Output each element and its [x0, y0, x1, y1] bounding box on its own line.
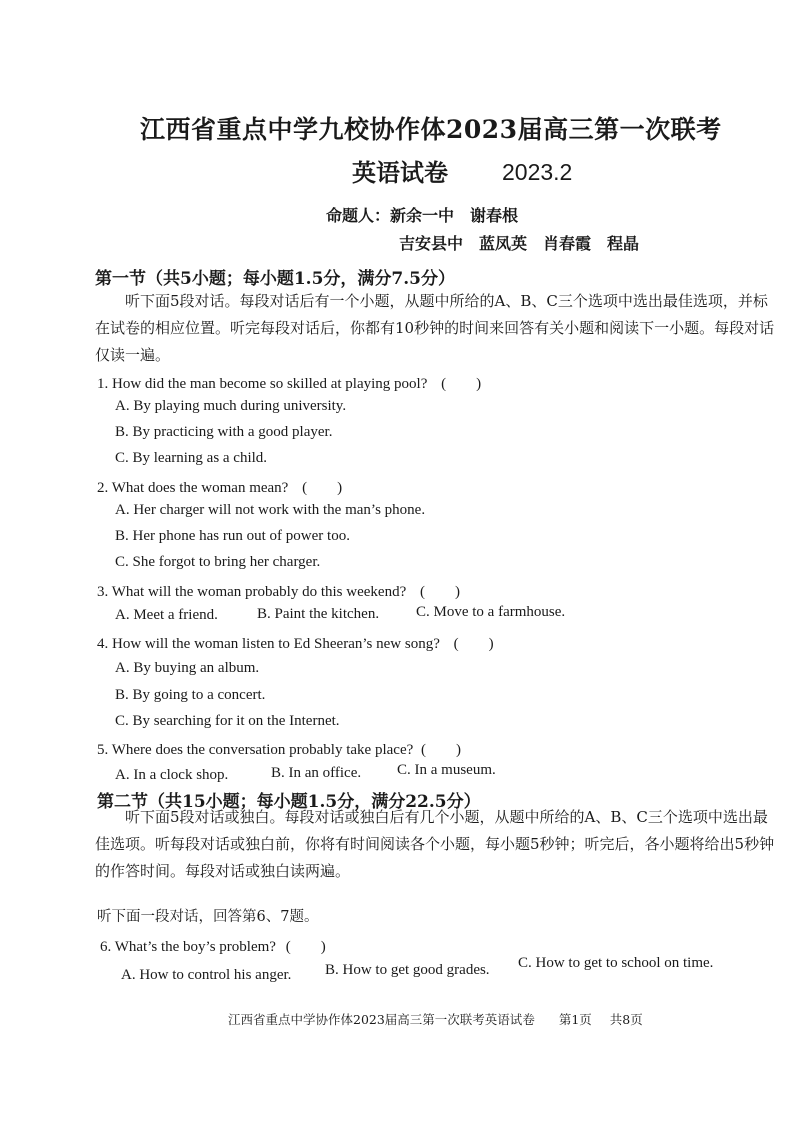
exam-date: 2023.2	[502, 159, 573, 185]
question-4-option-c: C. By searching for it on the Internet.	[115, 713, 340, 729]
question-1-option-c: C. By learning as a child.	[115, 450, 268, 466]
question-stem: 6. What’s the boy’s problem?	[100, 939, 276, 955]
question-6-option-c: C. How to get to school on time.	[518, 955, 714, 971]
question-stem: 4. How will the woman listen to Ed Sheeran’s new song?	[97, 636, 440, 652]
answer-bracket[interactable]: ( )	[302, 480, 343, 496]
section-1-heading: 第一节（共5小题；每小题1.5分，满分7.5分）	[95, 269, 455, 289]
question-6-option-a: A. How to control his anger.	[121, 967, 292, 983]
answer-bracket[interactable]: ( )	[453, 636, 494, 652]
question-1-option-a: A. By playing much during university.	[115, 398, 347, 414]
question-5-option-c: C. In a museum.	[397, 762, 496, 778]
question-3-option-c: C. Move to a farmhouse.	[416, 604, 566, 620]
question-6	[100, 935, 326, 956]
question-3-option-a: A. Meet a friend.	[115, 607, 218, 623]
answer-bracket[interactable]: ( )	[285, 939, 326, 955]
question-6-option-b: B. How to get good grades.	[325, 962, 490, 978]
answer-bracket[interactable]: ( )	[441, 376, 482, 392]
authors-line-1: 命题人：新余一中 谢春根	[326, 206, 519, 225]
section-2-instruction: 听下面5段对话或独白。每段对话或独白后有几个小题，从题中所给的A、B、C三个选项中选出最佳选项。听每段对话或独白前，你将有时间阅读各个小题，每小题5秒钟；听完后，各小题将给出5秒钟的作答时间。每段对话或独白读两遍。	[95, 808, 775, 880]
question-stem: 2. What does the woman mean?	[97, 480, 289, 496]
listen-prompt: 听下面一段对话，回答第6、7题。	[97, 909, 319, 925]
question-5-option-a: A. In a clock shop.	[115, 767, 229, 783]
exam-subtitle: 英语试卷	[352, 158, 448, 187]
question-3	[97, 580, 460, 601]
question-stem: 1. How did the man become so skilled at playing pool?	[97, 376, 428, 392]
page-footer	[228, 1010, 643, 1028]
question-1	[97, 372, 481, 393]
authors-line-2: 吉安县中 蓝凤英 肖春霞 程晶	[399, 234, 640, 253]
answer-bracket[interactable]: ( )	[420, 584, 460, 600]
question-2-option-b: B. Her phone has run out of power too.	[115, 528, 350, 544]
section-1-instruction: 听下面5段对话。每段对话后有一个小题，从题中所给的A、B、C三个选项中选出最佳选项，并标在试卷的相应位置。听完每段对话后，你都有10秒钟的时间来回答有关小题和阅读下一小题。每段对话仅读一遍。	[95, 292, 775, 364]
section-2-heading: 第二节（共15小题；每小题1.5分，满分22.5分）	[97, 792, 481, 812]
footer-title: 江西省重点中学协作体2023届高三第一次联考英语试卷	[228, 1012, 535, 1027]
question-5-option-b: B. In an office.	[271, 765, 362, 781]
question-stem: 5. Where does the conversation probably take place?	[97, 742, 414, 758]
question-stem: 3. What will the woman probably do this weekend?	[97, 584, 407, 600]
answer-bracket[interactable]: ( )	[421, 742, 462, 758]
footer-total: 共8页	[609, 1012, 643, 1027]
exam-title: 江西省重点中学九校协作体2023届高三第一次联考	[140, 115, 722, 144]
footer-page: 第1页	[558, 1012, 592, 1027]
question-3-option-b: B. Paint the kitchen.	[257, 606, 380, 622]
question-2	[97, 476, 342, 497]
question-4-option-b: B. By going to a concert.	[115, 687, 266, 703]
question-4	[97, 632, 494, 653]
question-1-option-b: B. By practicing with a good player.	[115, 424, 333, 440]
question-4-option-a: A. By buying an album.	[115, 660, 260, 676]
question-2-option-a: A. Her charger will not work with the man’s phone.	[115, 502, 426, 518]
question-2-option-c: C. She forgot to bring her charger.	[115, 554, 321, 570]
question-5	[97, 738, 461, 759]
